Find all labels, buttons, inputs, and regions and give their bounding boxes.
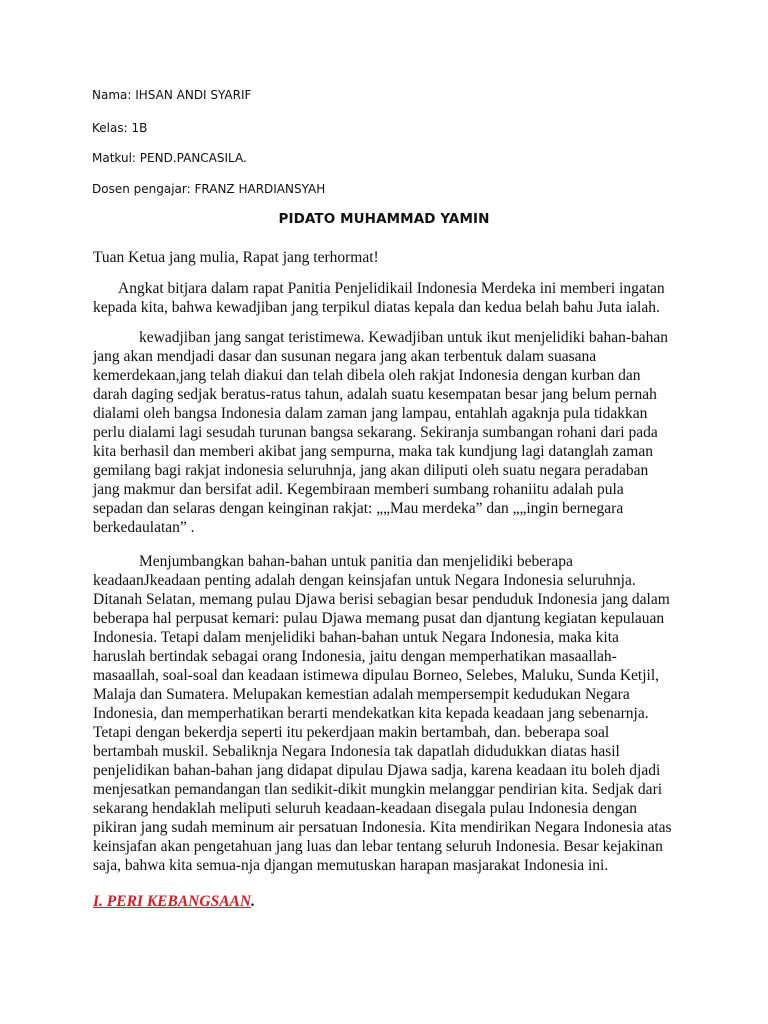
document-title: PIDATO MUHAMMAD YAMIN <box>278 211 490 227</box>
section-heading-suffix: . <box>251 893 255 910</box>
student-name: Nama: IHSAN ANDI SYARIF <box>92 88 252 102</box>
paragraph-3: Menjumbangkan bahan-bahan untuk panitia dan menjelidiki beberapa keadaanJkeadaan penting adalah dengan keinsjafan untuk Negara Indonesia seluruhnja. Ditanah Selatan, memang pulau Djawa berisi sebagian besar penduduk Indonesia jang dalam beberapa hal perpusat kemari: pulau Djawa memang pusat dan djantung kegiatan kepulauan Indonesia. Tetapi dalam menjelidiki bahan-bahan untuk Negara Indonesia, maka kita haruslah bertindak sebagai orang Indonesia, jaitu dengan memperhatikan masaallah-masaallah, soal-soal dan keadaan istimewa dipulau Borneo, Selebes, Maluku, Sunda Ketjil, Malaja dan Sumatera. Melupakan kemestian adalah mempersempit kedudukan Negara Indonesia, dan memperhatikan berarti mendekatkan kita kepada keadaan jang sebenarnja. Tetapi dengan bekerdja seperti itu pekerdjaan makin bertambah, dan. beberapa soal bertambah muskil. Sebaliknja Negara Indonesia tak dapatlah didudukkan diatas hasil penjelidikan bahan-bahan jang didapat dipulau Djawa sadja, karena keadaan itu boleh djadi menjesatkan pemandangan tlan sedikit-dikit mungkin melanggar pendirian kita. Sedjak dari sekarang hendaklah meliputi seluruh keadaan-keadaan disegala pulau Indonesia dengan pikiran jang sudah meminum air persatuan Indonesia. Kita mendirikan Negara Indonesia atas keinsjafan akan pengetahuan jang luas dan lebar tentang seluruh Indonesia. Besar kejakinan saja, bahwa kita semua-nja djangan memutuskan harapan masjarakat Indonesia ini. <box>93 553 672 874</box>
paragraph-1: Angkat bitjara dalam rapat Panitia Penjelidikail Indonesia Merdeka ini memberi ingatan kepada kita, bahwa kewadjiban jang terpikul diatas kepala dan kedua belah bahu Juta ialah. <box>93 280 665 316</box>
course-name: Matkul: PEND.PANCASILA. <box>92 151 247 165</box>
paragraph-2: kewadjiban jang sangat teristimewa. Kewadjiban untuk ikut menjelidiki bahan-bahan jang akan mendjadi dasar dan susunan negara jang akan terbentuk dalam suasana kemerdekaan,jang telah diakui dan telah dibela oleh rakjat Indonesia dengan kurban dan darah daging sedjak beratus-ratus tahun, adalah suatu kesempatan besar jang belum pernah dialami oleh bangsa Indonesia dalam zaman jang lampau, entahlah agaknja pula tidakkan perlu dialami lagi sesudah turunan bangsa sekarang. Sekiranja sumbangan rohani dari pada kita berhasil dan memberi akibat jang sempurna, maka tak kundjung lagi datanglah zaman gemilang bagi rakjat indonesia seluruhnja, jang akan diliputi oleh suatu negara peradaban jang makmur dan bersifat adil. Kegembiraan memberi sumbang rohaniitu adalah pula sepadan dan selaras dengan keinginan rakjat: „„Mau merdeka” dan „„ingin bernegara berkedaulatan” . <box>93 329 668 536</box>
section-heading <box>93 893 255 911</box>
student-class: Kelas: 1B <box>92 121 148 135</box>
greeting-line: Tuan Ketua jang mulia, Rapat jang terhormat! <box>93 249 379 266</box>
lecturer-name: Dosen pengajar: FRANZ HARDIANSYAH <box>92 182 326 196</box>
section-heading-text: I. PERI KEBANGSAAN <box>93 893 252 910</box>
